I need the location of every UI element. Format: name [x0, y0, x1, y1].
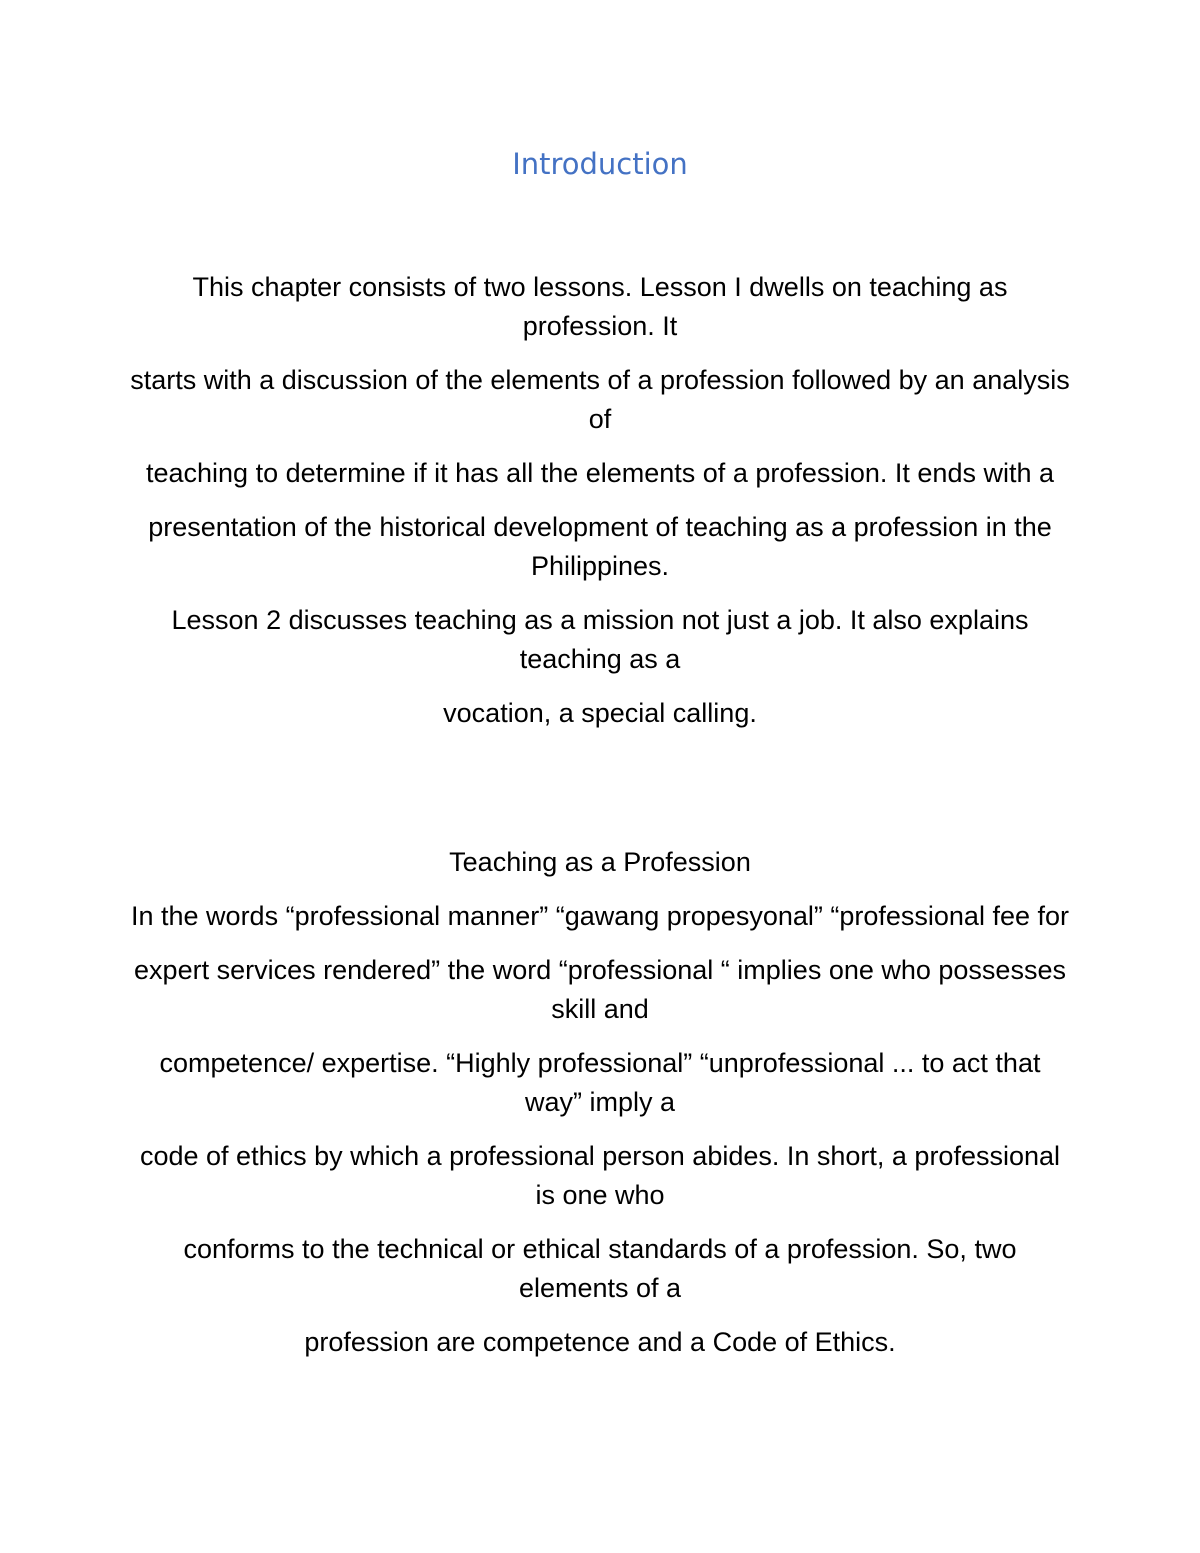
- page-title: Introduction: [512, 147, 688, 181]
- paragraph: starts with a discussion of the elements of a profession followed by an analysis of: [130, 365, 1070, 434]
- profession-section: [130, 843, 1070, 1377]
- paragraph: teaching to determine if it has all the elements of a profession. It ends with a: [145, 458, 1054, 488]
- paragraph: presentation of the historical development of teaching as a profession in the Philippines.: [148, 512, 1052, 581]
- paragraph: expert services rendered” the word “professional “ implies one who possesses skill and: [134, 955, 1066, 1024]
- paragraph: profession are competence and a Code of Ethics.: [304, 1327, 896, 1357]
- paragraph: vocation, a special calling.: [443, 698, 757, 728]
- paragraph: conforms to the technical or ethical standards of a profession. So, two elements of a: [183, 1234, 1017, 1303]
- paragraph: In the words “professional manner” “gawang propesyonal” “professional fee for: [131, 901, 1069, 931]
- section-title: Teaching as a Profession: [449, 847, 751, 877]
- paragraph: Lesson 2 discusses teaching as a mission not just a job. It also explains teaching as a: [171, 605, 1029, 674]
- intro-section: [130, 268, 1070, 748]
- paragraph: This chapter consists of two lessons. Lesson I dwells on teaching as profession. It: [192, 272, 1008, 341]
- paragraph: competence/ expertise. “Highly professional” “unprofessional ... to act that way” imply a: [159, 1048, 1041, 1117]
- paragraph: code of ethics by which a professional person abides. In short, a professional is one who: [139, 1141, 1061, 1210]
